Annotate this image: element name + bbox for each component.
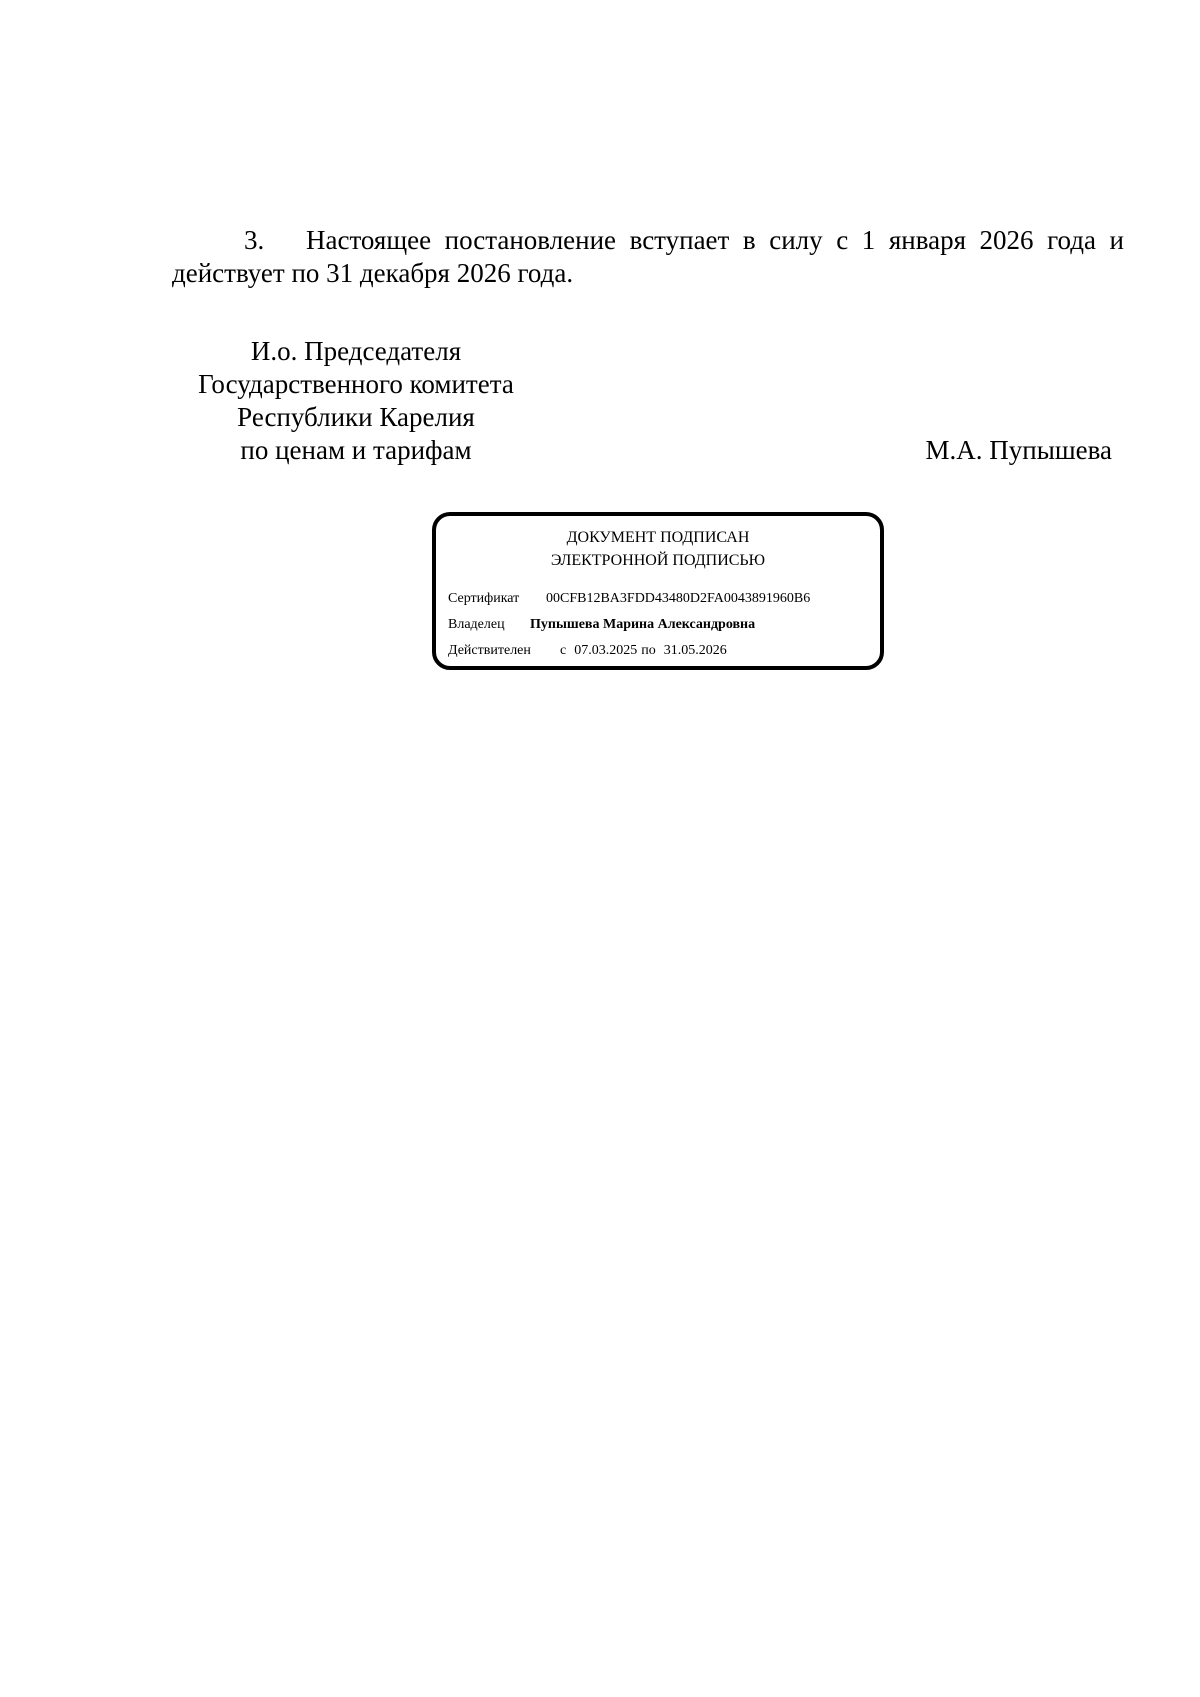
paragraph-3-line1 [172, 224, 1124, 257]
stamp-header-line2: ЭЛЕКТРОННОЙ ПОДПИСЬЮ [550, 552, 766, 569]
stamp-header-line1: ДОКУМЕНТ ПОДПИСАН [566, 529, 750, 546]
signatory-title-line: И.о. Председателя [250, 336, 462, 366]
valid-from-prefix: с [560, 643, 567, 658]
stamp-header [436, 526, 880, 572]
signatory-title-line: Республики Карелия [237, 402, 475, 432]
paragraph-number: 3. [244, 225, 265, 255]
certificate-value: 00CFB12BA3FDD43480D2FA0043891960B6 [546, 591, 811, 606]
paragraph-3-text-line2: действует по 31 декабря 2026 года. [172, 258, 574, 288]
owner-label: Владелец [448, 617, 505, 632]
paragraph-3 [172, 224, 1124, 290]
owner-value: Пупышева Марина Александровна [530, 617, 756, 632]
signatory-title [175, 335, 537, 467]
signatory-title-line: по ценам и тарифам [240, 435, 472, 465]
stamp-owner-row [448, 616, 755, 634]
signatory-name: М.А. Пупышева [925, 435, 1112, 465]
valid-to-date: 31.05.2026 [663, 643, 727, 658]
stamp-certificate-row [448, 590, 810, 608]
stamp-validity-row [448, 642, 727, 660]
paragraph-3-text-line1: Настоящее постановление вступает в силу с 1 января 2026 года и [306, 225, 1124, 255]
valid-to-prefix: по [641, 643, 656, 658]
certificate-label: Сертификат [448, 591, 520, 606]
validity-label: Действителен [448, 643, 531, 658]
valid-from-date: 07.03.2025 [574, 643, 638, 658]
signatory-title-line: Государственного комитета [198, 369, 514, 399]
e-signature-stamp [432, 512, 884, 670]
